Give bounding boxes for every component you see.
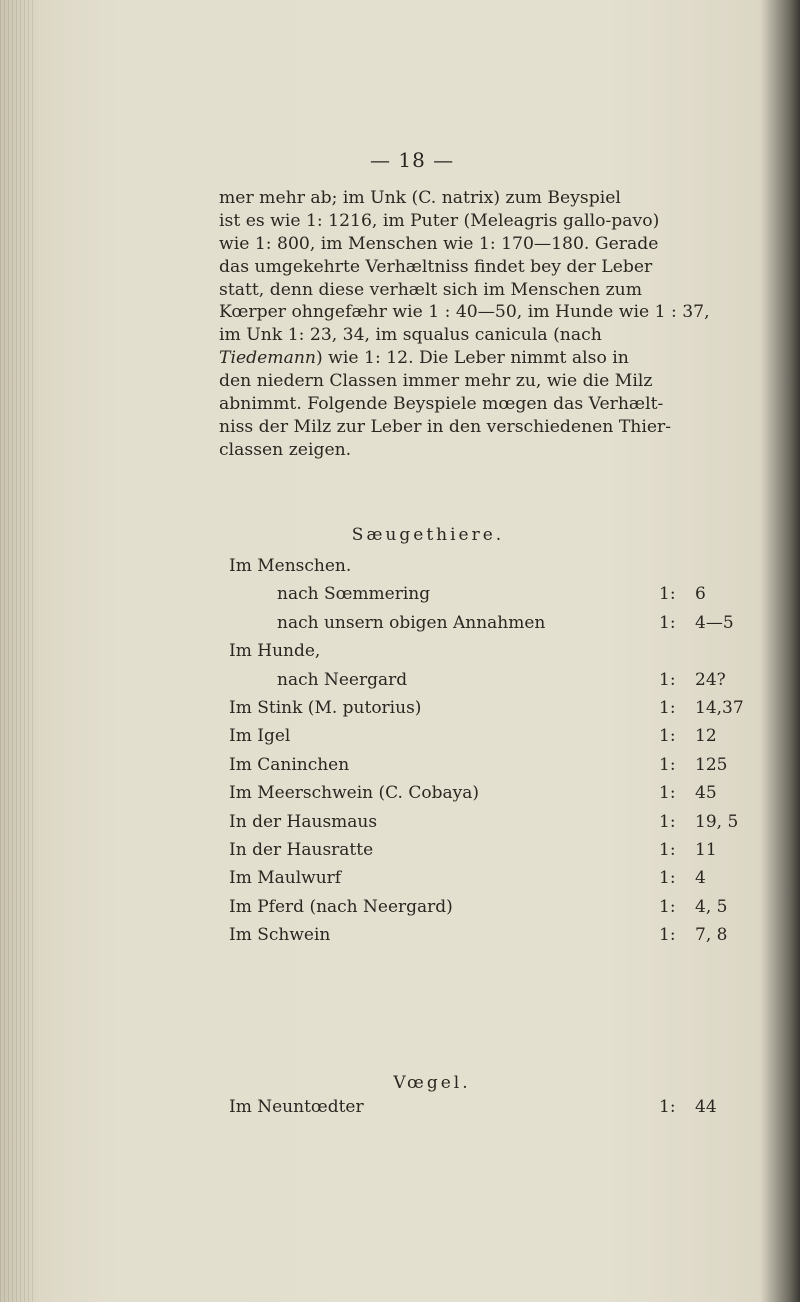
row-label: In der Hausratte — [229, 839, 374, 860]
table-row — [229, 840, 789, 868]
row-value: 19, 5 — [695, 811, 739, 832]
table-row-bird — [229, 1097, 789, 1125]
paragraph-line: mer mehr ab; im Unk (C. natrix) zum Beyspiel — [219, 188, 621, 208]
row-value: 6 — [695, 584, 706, 605]
paragraph-line: den niedern Classen immer mehr zu, wie die Milz — [219, 371, 653, 392]
table-row — [229, 755, 789, 783]
row-label: Im Hunde, — [229, 641, 321, 662]
paragraph-line: wie 1: 800, im Menschen wie 1: 170—180. Gerade — [219, 233, 659, 254]
table-row — [229, 584, 789, 612]
table-row — [229, 783, 789, 811]
table-row — [229, 641, 789, 669]
row-value: 4, 5 — [695, 896, 728, 917]
paragraph-line: classen zeigen. — [219, 439, 352, 460]
row-value: 45 — [695, 783, 717, 804]
table-row — [229, 670, 789, 698]
row-value: 11 — [695, 839, 717, 860]
paragraph-line: ist es wie 1: 1216, im Puter (Meleagris gallo-pavo) — [219, 210, 660, 231]
row-ratio: 1: — [659, 726, 676, 747]
section-heading-mammals: Sæugethiere. — [351, 525, 505, 545]
table-row — [229, 556, 789, 584]
row-label: Im Schwein — [229, 925, 331, 946]
table-row — [229, 925, 789, 953]
paragraph-line-rest: ) wie 1: 12. Die Leber nimmt also in — [316, 348, 629, 369]
table-row — [229, 726, 789, 754]
table-row — [229, 897, 789, 925]
tiedemann-italic: Tiedemann — [219, 348, 316, 369]
table-row — [229, 613, 789, 641]
row-label: Im Menschen. — [229, 556, 352, 576]
paragraph-line: im Unk 1: 23, 34, im squalus canicula (nach — [219, 325, 602, 346]
row-value: 44 — [695, 1097, 717, 1117]
binding-gutter — [0, 0, 36, 1302]
row-label: Im Meerschwein (C. Cobaya) — [229, 783, 479, 804]
section-heading-birds: Vœgel. — [393, 1073, 471, 1093]
row-ratio: 1: — [659, 669, 676, 690]
row-value: 24? — [695, 669, 726, 690]
row-label: nach unsern obigen Annahmen — [277, 612, 546, 633]
row-ratio: 1: — [659, 612, 676, 633]
table-row — [229, 698, 789, 726]
row-value: 7, 8 — [695, 925, 728, 946]
row-value: 125 — [695, 754, 728, 775]
row-label: nach Neergard — [277, 669, 408, 690]
row-ratio: 1: — [659, 811, 676, 832]
row-ratio: 1: — [659, 697, 676, 718]
row-ratio: 1: — [659, 896, 676, 917]
row-value: 14,37 — [695, 697, 744, 718]
paragraph-line: niss der Milz zur Leber in den verschiedenen Thier- — [219, 416, 672, 437]
row-ratio: 1: — [659, 868, 676, 889]
row-label: Im Caninchen — [229, 754, 350, 775]
row-value: 12 — [695, 726, 717, 747]
row-label: Im Neuntœdter — [229, 1097, 364, 1117]
paragraph-line — [219, 347, 794, 370]
row-ratio: 1: — [659, 584, 676, 605]
row-ratio: 1: — [659, 925, 676, 946]
row-label: In der Hausmaus — [229, 811, 378, 832]
paragraph-line: abnimmt. Folgende Beyspiele mœgen das Verhælt- — [219, 394, 664, 415]
row-value: 4 — [695, 868, 706, 889]
paragraph-line: das umgekehrte Verhæltniss findet bey der Leber — [219, 256, 653, 277]
paragraph-line: statt, denn diese verhælt sich im Menschen zum — [219, 279, 643, 300]
row-label: Im Stink (M. putorius) — [229, 697, 422, 718]
row-ratio: 1: — [659, 839, 676, 860]
table-row — [229, 812, 789, 840]
row-label: Im Igel — [229, 726, 291, 747]
paragraph-line: Kœrper ohngefæhr wie 1 : 40—50, im Hunde wie 1 : 37, — [219, 302, 710, 323]
table-row — [229, 868, 789, 896]
row-value: 4—5 — [695, 612, 734, 633]
body-paragraph — [219, 187, 794, 462]
ratio-rows — [229, 556, 789, 953]
row-label: Im Maulwurf — [229, 868, 342, 889]
row-ratio: 1: — [659, 754, 676, 775]
row-label: Im Pferd (nach Neergard) — [229, 896, 453, 917]
row-ratio: 1: — [659, 783, 676, 804]
page-number: — 18 — — [370, 148, 455, 172]
row-ratio: 1: — [659, 1097, 676, 1117]
row-label: nach Sœmmering — [277, 584, 431, 605]
